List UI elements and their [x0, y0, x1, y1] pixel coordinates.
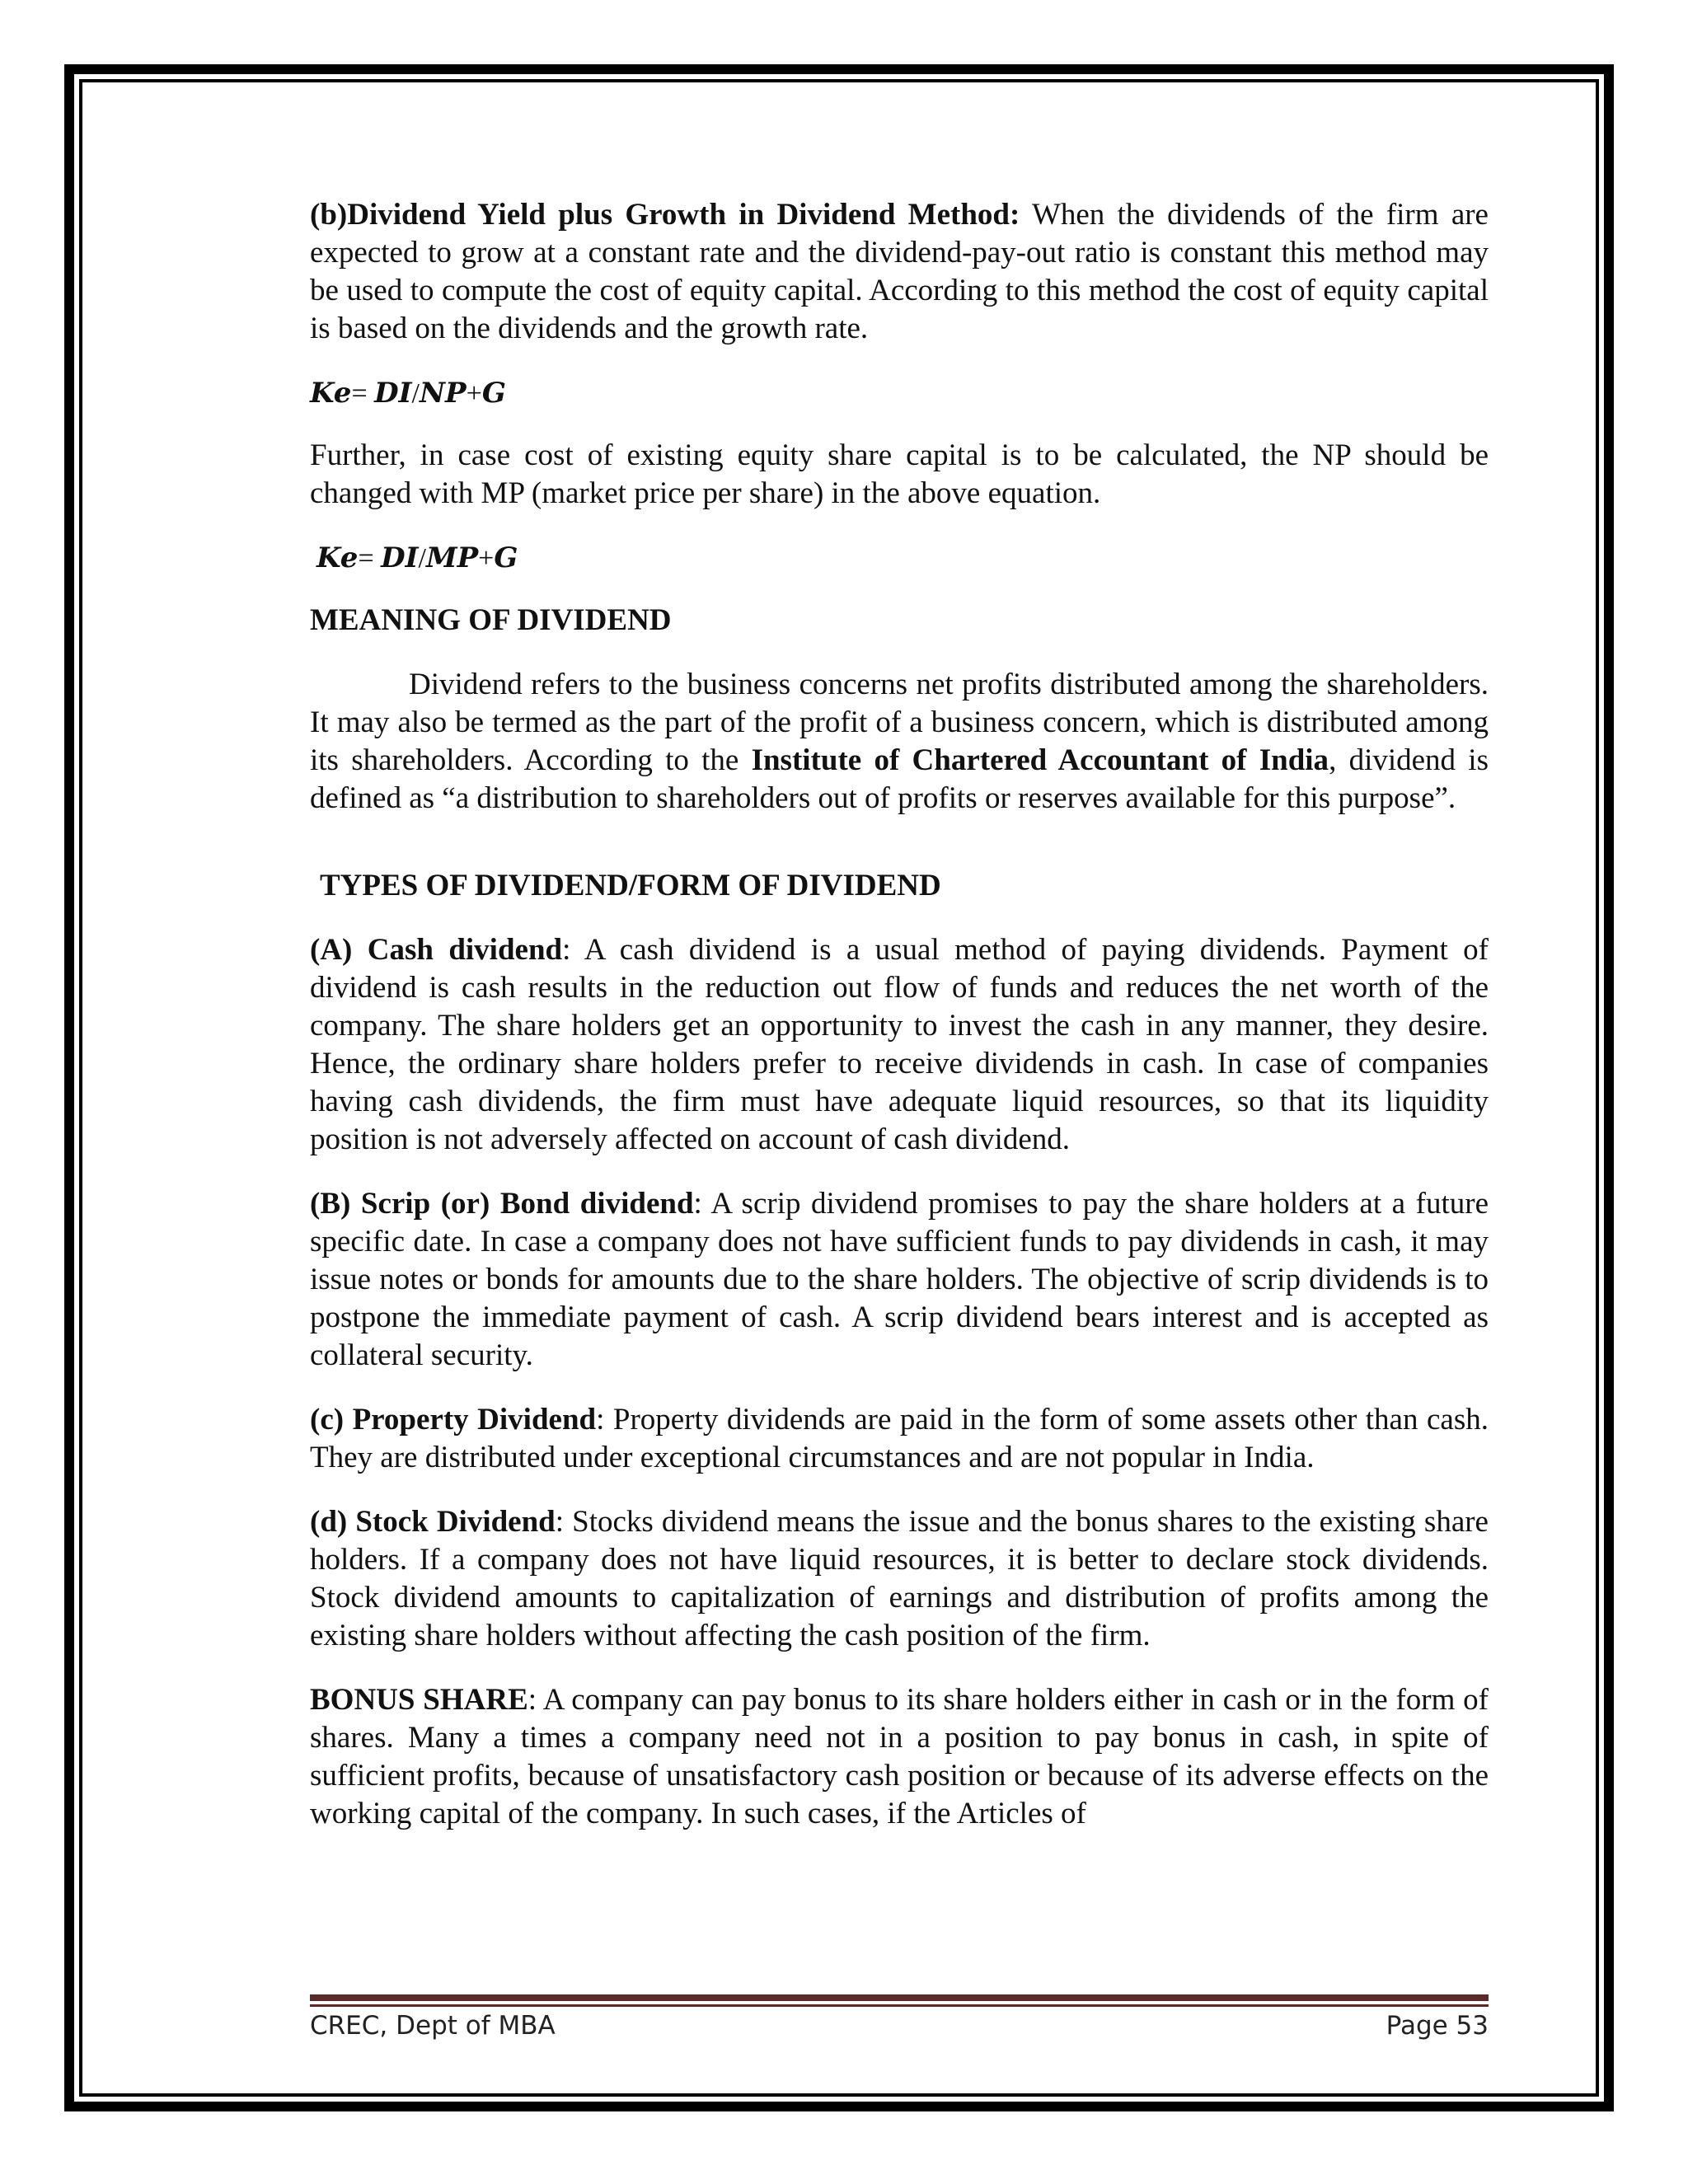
section-b-lead: (b)Dividend Yield plus Growth in Dividend Method: [310, 198, 1020, 232]
formula-1-plus: + [466, 378, 482, 409]
formula-2-c: G [494, 541, 518, 574]
type-scrip-lead: (B) Scrip (or) Bond dividend [310, 1187, 694, 1221]
meaning-heading: MEANING OF DIVIDEND [310, 603, 672, 637]
formula-2-a: DI [381, 541, 419, 574]
formula-2-eq: = [358, 543, 382, 574]
type-bonus-share [310, 1681, 1489, 1833]
footer-department: CREC, Dept of MBA [310, 2011, 556, 2041]
formula-ke-mp [310, 539, 1489, 577]
type-stock-dividend [310, 1503, 1489, 1655]
type-property-lead: (c) Property Dividend [310, 1403, 597, 1436]
meaning-text-1: Dividend refers to the business concerns net profits distributed among the shareholders. It may also be termed as the part of the profit of a business concern, which is distributed among its shareholders. According to the [310, 668, 1489, 777]
type-bonus-text: : A company can pay bonus to its share holders either in cash or in the form of shares. Many a times a company need not in a position to pay bonus in cash, in spite of sufficient profits, because of unsatisfactory cash position or because of its adverse effects on the working capital of the company. In such cases, if the Articles of [310, 1683, 1489, 1830]
type-scrip-dividend [310, 1185, 1489, 1375]
formula-2-slash: / [418, 543, 426, 574]
footer-page-number: Page 53 [1386, 2011, 1489, 2041]
formula-1-c: G [481, 377, 506, 410]
meaning-text-2: , dividend is defined as “a distribution to shareholders out of profits or reserves available for this purpose”. [310, 743, 1489, 815]
page-footer [310, 2011, 1489, 2041]
formula-ke-np [310, 374, 1489, 412]
section-b-text: When the dividends of the firm are expected to grow at a constant rate and the dividend-pay-out ratio is constant this method may be used to compute the cost of equity capital. According to this method the cost of equity capital is based on the dividends and the growth rate. [310, 198, 1489, 345]
meaning-paragraph [310, 666, 1489, 818]
type-cash-text: : A cash dividend is a usual method of paying dividends. Payment of dividend is cash results in the reduction out flow of funds and reduces the net worth of the company. The share holders get an opportunity to invest the cash in any manner, they desire. Hence, the ordinary share holders prefer to receive dividends in cash. In case of companies having cash dividends, the firm must have adequate liquid resources, so that its liquidity position is not adversely affected on account of cash dividend. [310, 933, 1489, 1156]
formula-2-lhs: Ke [316, 541, 359, 574]
formula-1-eq: = [351, 378, 375, 409]
type-bonus-lead: BONUS SHARE [310, 1683, 528, 1717]
footer-rule-thin [310, 2004, 1489, 2007]
type-cash-dividend [310, 931, 1489, 1159]
formula-1-a: DI [374, 377, 412, 410]
formula-1-b: NP [419, 377, 467, 410]
page-content [310, 196, 1489, 1859]
meaning-bold-institute: Institute of Chartered Accountant of India [751, 743, 1329, 777]
formula-2-plus: + [478, 543, 495, 574]
type-stock-text: : Stocks dividend means the issue and the bonus shares to the existing share holders. If a company does not have liquid resources, it is better to declare stock dividends. Stock dividend amounts to capitalization of earnings and distribution of profits among the existing share holders without affecting the cash position of the firm. [310, 1505, 1489, 1652]
type-property-text: : Property dividends are paid in the form of some assets other than cash. They are distributed under exceptional circumstances and are not popular in India. [310, 1403, 1489, 1474]
type-stock-lead: (d) Stock Dividend [310, 1505, 556, 1539]
section-b-paragraph [310, 196, 1489, 348]
type-property-dividend [310, 1401, 1489, 1477]
footer-rule-thick [310, 1994, 1489, 2001]
type-scrip-text: : A scrip dividend promises to pay the share holders at a future specific date. In case a company does not have sufficient funds to pay dividends in cash, it may issue notes or bonds for amounts due to the share holders. The objective of scrip dividends is to postpone the immediate payment of cash. A scrip dividend bears interest and is accepted as collateral security. [310, 1187, 1489, 1372]
spacer [310, 818, 1489, 867]
formula-1-slash: / [411, 378, 420, 409]
type-cash-lead: (A) Cash dividend [310, 933, 563, 967]
further-paragraph: Further, in case cost of existing equity share capital is to be calculated, the NP should be changed with MP (market price per share) in the above equation. [310, 438, 1489, 510]
formula-1-lhs: Ke [310, 377, 352, 410]
types-heading: TYPES OF DIVIDEND/FORM OF DIVIDEND [320, 869, 941, 902]
formula-2-b: MP [425, 541, 479, 574]
